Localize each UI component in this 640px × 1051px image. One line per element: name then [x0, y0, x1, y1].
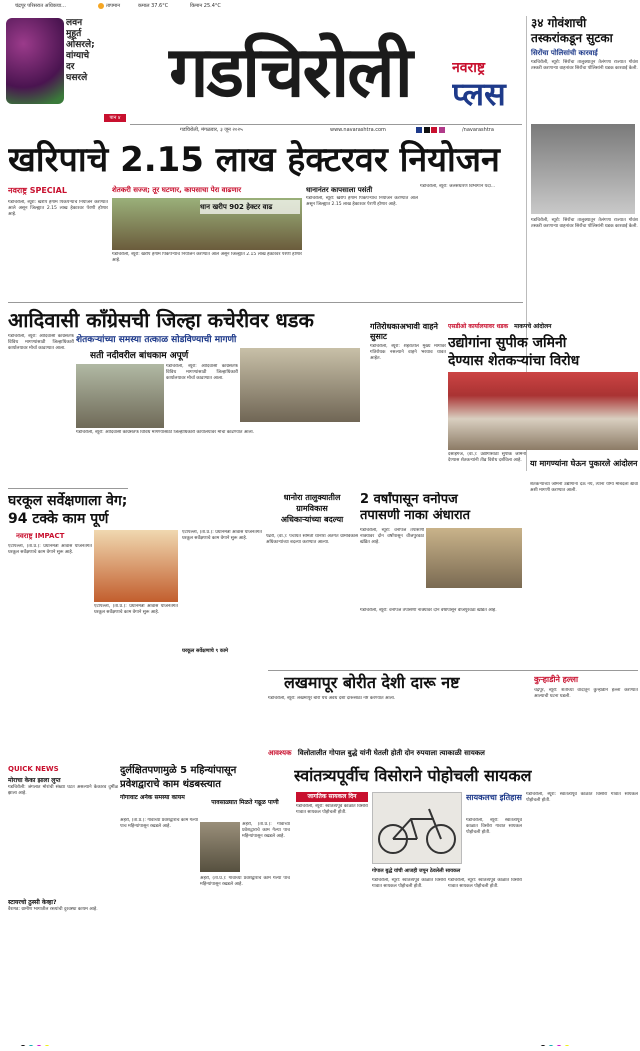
pravesh-headline-1: दुर्लक्षितपणामुळे 5 महिन्यांपासून [120, 765, 237, 776]
promo-line: घसरले [66, 73, 88, 83]
social-icons[interactable] [416, 127, 456, 133]
aavashyak-strip [268, 746, 536, 760]
vanopaj-photo [426, 528, 522, 588]
gauvansh-photo [531, 124, 635, 214]
promo-photo [6, 18, 64, 104]
aavashyak-text: विलोतालीत गोपाल बुद्धे यांनी घेतली होती दोन रुपयाला त्याकाळी सायकल [297, 749, 485, 757]
kudali-title: कुऱ्हाडीने हल्ला [534, 675, 579, 684]
dhanora-title-3: अधिकाऱ्यांच्या बदल्या [280, 515, 344, 524]
instagram-icon[interactable] [439, 127, 445, 133]
handle: /navarashtra [462, 127, 494, 133]
divider [268, 670, 638, 671]
gauvansh-subhead: सिरोंचा पोलिसांची कारवाई [531, 49, 598, 57]
gharkul-col-2: एटापल्ली, (ता.प्र.): प्रधानमंत्री आवास योजनेंतर्गत घरकूल सर्वेक्षणाचे काम वेगाने सुरू आहे. [94, 604, 178, 615]
dhanora-title-2: ग्रामविकास [296, 504, 328, 513]
bicycle-icon [373, 793, 461, 863]
vanopaj-col-2: गडचिरोली, ब्यूरो: वनोपज तपासणी नाक्यावर दोन वर्षांपासून वीजपुरवठा खंडित आहे. [360, 608, 497, 613]
lead-col-1: गडचिरोली, ब्यूरो: खरीप हंगाम पिकपेऱ्याचे नियोजन करण्यात आले असून जिल्ह्यात 2.15 लाख हेक्टरवर पेरणी होणार आहे. [8, 200, 108, 217]
daru-headline: लखमापूर बोरीत देशी दारू नष्ट [284, 673, 460, 692]
pravesh-col-1: अहेरी, (ता.प्र.): गावाच्या प्रवेशद्वाराचे काम गेल्या पाच महिन्यांपासून रखडले आहे. [120, 818, 198, 829]
sun-icon [98, 3, 104, 9]
pravesh-col-3: अहेरी, (ता.प्र.): गावाच्या प्रवेशद्वाराचे काम गेल्या पाच महिन्यांपासून रखडले आहे. [200, 876, 290, 887]
impact-badge: नवराष्ट्र IMPACT [16, 532, 65, 540]
promo-page: पान ४ [104, 114, 126, 122]
cycle-kicker: जागतिक सायकल दिन [296, 792, 368, 802]
cycle-caption: गोपाल बुद्धे यांची आजही जपून ठेवलेली सायकल [372, 868, 461, 874]
divider [8, 302, 523, 303]
special-label: नवराष्ट्र SPECIAL [8, 186, 67, 195]
congress-photo [76, 364, 164, 428]
cycle-photo [372, 792, 462, 864]
sdo-kicker-left: एसडीओ कार्यालयावर धडक [448, 323, 509, 330]
vanopaj-headline-1: 2 वर्षांपासून वनोपज [360, 492, 458, 507]
aavashyak-kicker: आवश्यक [268, 749, 292, 757]
promo-line: ओसरले; [66, 40, 95, 50]
gharkul-photo [94, 530, 178, 602]
temp-min: किमान 25.4°C [190, 3, 221, 9]
dhanora-body: पेंढरी, (वा.): पंचायत समिती धानोरा अंतर्गत ग्रामविकास अधिकाऱ्यांच्या बदल्या करण्यात आल्या. [266, 534, 358, 545]
divider [8, 488, 128, 489]
special-badge [8, 184, 100, 198]
weather-left: चंद्रपूर परिसरात अधिकचा... [15, 3, 66, 9]
lead-col-3: गडचिरोली, ब्यूरो: खरीप हंगाम पिकपेऱ्याचे नियोजन करण्यात आले असून जिल्ह्यात 2.15 लाख हेक्टरवर पेरणी होणार आहे. [306, 196, 418, 207]
temp-max: कमाल 37.6°C [138, 3, 169, 9]
congress-subhead: शेतकऱ्यांच्या समस्या तत्काळ सोडविण्याची मागणी [76, 335, 237, 345]
weather-strip [0, 0, 640, 12]
cycle-col-2: गडचिरोली, ब्यूरो: स्वातंत्र्यपूर्व काळात विसोरा गावात सायकल पोहोचली होती. [372, 878, 446, 889]
quicknews-item-2-title: स्टायरचो ठुस्सी केव्हा? [8, 899, 57, 906]
quicknews-item-2-body: वैरागड: ग्रामीण भागातील रस्त्यांची दुरवस्था कायम आहे. [8, 907, 98, 912]
gatirodhak-title: गतिरोधकाअभावी वाहने सुसाट [370, 322, 438, 341]
registration-marks [20, 1036, 100, 1046]
gharkul-headline-1: घरकूल सर्वेक्षणाला वेग; [8, 493, 128, 509]
gharkul-headline-2: 94 टक्के काम पूर्ण [8, 511, 109, 527]
weather-label: तापमान [106, 3, 121, 9]
gauvansh-intro: गडचिरोली, ब्यूरो: सिरोंचा तालुक्यातून तेलंगणा राज्यात गोवंश तस्करी करणाऱ्या वाहनांवर सिरोंचा पोलिसांनी धडक कारवाई केली. [531, 60, 638, 71]
promo-line: मुहूर्त [66, 29, 82, 39]
website-link[interactable]: www.navarashtra.com [330, 127, 386, 133]
lead-substrip [112, 184, 302, 196]
dateline: गडचिरोली, मंगळवार, ३ जून २०२५ [180, 127, 243, 133]
pravesh-side-title: गोगावाट अनेक समस्या कायम [120, 794, 185, 801]
sdo-kicker-right: माकपचे आंदोलन [514, 323, 552, 330]
lead-col-4: गडचिरोली, ब्यूरो: जलसंधारण विभागाने यंदा... [420, 184, 496, 189]
lead-side-title: धानानंतर कापसाला पसंती [306, 186, 373, 194]
cycle-box-body: गडचिरोली, ब्यूरो: स्वातंत्र्यपूर्व काळात विसोरा गावात सायकल पोहोचली होती. [466, 818, 522, 835]
brand-top: नवराष्ट्र [452, 60, 486, 76]
sdo-col-1: देसाईगंज, (वा.): उद्योगांसाठी सुपीक जमिनी देण्यास शेतकऱ्यांनी तीव्र विरोध दर्शविला आहे. [448, 452, 526, 463]
congress-photo-caption: सती नदीवरील बांधकाम अपूर्ण [90, 351, 189, 361]
pravesh-col-2: अहेरी, (ता.प्र.): गावाच्या प्रवेशद्वाराचे काम गेल्या पाच महिन्यांपासून रखडले आहे. [242, 822, 290, 839]
congress-col-3: गडचिरोली, ब्यूरो: आदिवासी काँग्रेसतर्फे विविध मागण्यांसाठी जिल्हाधिकारी कार्यालयावर मोर्चा काढण्यात आला. [76, 430, 255, 435]
vanopaj-col-1: गडचिरोली, ब्यूरो: वनोपज तपासणी नाक्यावर दोन वर्षांपासून वीजपुरवठा खंडित आहे. [360, 528, 424, 545]
lead-substrip-text: शेतकरी सज्ज; तूर घटणार, कापसाचा पेरा वाढणार [112, 186, 242, 194]
x-icon[interactable] [424, 127, 430, 133]
promo-line: लवन [66, 18, 83, 28]
quicknews-item-1-title: मोराचा केका झाला लुप्त [8, 777, 61, 784]
sdo-headline-1: उद्योगांना सुपीक जमिनी [448, 335, 567, 351]
corner-promo[interactable] [6, 18, 126, 126]
quicknews-label: QUICK NEWS [8, 765, 59, 773]
gharkul-caption: घरकूल सर्वेक्षणाचे ९ कामे [182, 648, 229, 654]
gauvansh-headline: ३४ गोवंशाची तस्करांकडून सुटका [531, 16, 613, 45]
dhanora-title [266, 492, 358, 532]
gharkul-col-1: एटापल्ली, (ता.प्र.): प्रधानमंत्री आवास योजनेंतर्गत घरकूल सर्वेक्षणाचे काम वेगाने सुरू आहे. [8, 544, 92, 555]
kudali-body: चंद्रपूर, ब्यूरो: शेतीच्या वादातून कुऱ्हाडीने हल्ला करण्यात आल्याची घटना घडली. [534, 688, 638, 699]
dateline-strip [130, 124, 522, 134]
quicknews-item-1-body: गडचिरोली: जंगलात मोरांची संख्या घटत असल्याने केकारव दुर्मीळ झाला आहे. [8, 785, 118, 796]
masthead-logo: गडचिरोली [169, 31, 411, 113]
cycle-col-4: गडचिरोली, ब्यूरो: स्वातंत्र्यपूर्व काळात विसोरा गावात सायकल पोहोचली होती. [526, 792, 638, 803]
gauvansh-body: गडचिरोली, ब्यूरो: सिरोंचा तालुक्यातून तेलंगणा राज्यात गोवंश तस्करी करणाऱ्या वाहनांवर सिरोंचा पोलिसांनी धडक कारवाई केली. [531, 218, 638, 229]
quicknews-box [8, 764, 118, 1026]
congress-col-1: गडचिरोली, ब्यूरो: आदिवासी काँग्रेसतर्फे विविध मागण्यांसाठी जिल्हाधिकारी कार्यालयावर मोर्चा काढण्यात आला. [8, 334, 74, 351]
gharkul-col-3: एटापल्ली, (ता.प्र.): प्रधानमंत्री आवास योजनेंतर्गत घरकूल सर्वेक्षणाचे काम वेगाने सुरू आहे. [182, 530, 262, 541]
sdo-kicker [448, 322, 638, 332]
lead-photo-caption: धान खरीप 902 हेक्टर वाढ [200, 200, 300, 214]
magnyanchi-title: या मागण्यांना घेऊन पुकारले आंदोलन [530, 459, 638, 468]
cycle-col-1: गडचिरोली, ब्यूरो: स्वातंत्र्यपूर्व काळात विसोरा गावात सायकल पोहोचली होती. [296, 804, 368, 815]
pravesh-rain-title: पावसाळ्यात मिळते गढूळ पाणी [211, 799, 279, 806]
sdo-headline-2: देण्यास शेतकऱ्यांचा विरोध [448, 353, 580, 369]
cycle-col-3: गडचिरोली, ब्यूरो: स्वातंत्र्यपूर्व काळात विसोरा गावात सायकल पोहोचली होती. [448, 878, 522, 889]
promo-line: वांग्याचे [66, 51, 90, 61]
promo-headline [66, 18, 126, 114]
vanopaj-headline-2: तपासणी नाका अंधारात [360, 508, 471, 523]
pravesh-photo [200, 822, 240, 872]
sdo-photo [448, 372, 638, 450]
congress-headline: आदिवासी कॉंग्रेसची जिल्हा कचेरीवर धडक [8, 308, 314, 332]
gatirodhak-body: गडचिरोली, ब्यूरो: शहरातील मुख्य मार्गावर गतिरोधक नसल्याने वाहने भरधाव धावत आहेत. [370, 344, 446, 361]
magnyanchi-body: शेतकऱ्यांच्या जमिनी उद्योगांना देऊ नये, त्यांना योग्य मोबदला द्यावा अशी मागणी करण्यात आली. [530, 482, 638, 493]
brand-bottom: प्लस [452, 75, 506, 113]
promo-line: दर [66, 62, 75, 72]
cycle-box-title: सायकलचा इतिहास [466, 793, 522, 802]
registration-marks [540, 1036, 620, 1046]
congress-photo-2 [240, 348, 360, 422]
dhanora-title-1: धानोरा तालुक्यातील [283, 493, 341, 502]
cycle-headline: स्वांतत्र्यपूर्वीच विसोराने पोहोचली सायकल [294, 766, 532, 785]
facebook-icon[interactable] [416, 127, 422, 133]
lead-headline: खरिपाचे 2.15 लाख हेक्टरवर नियोजन [8, 140, 500, 180]
daru-body: गडचिरोली, ब्यूरो: लखमापूर बोरी येथे अवैध देशी दारूसाठा नष्ट करण्यात आला. [268, 696, 396, 701]
congress-col-2: गडचिरोली, ब्यूरो: आदिवासी काँग्रेसतर्फे विविध मागण्यांसाठी जिल्हाधिकारी कार्यालयावर मोर्चा काढण्यात आला. [166, 364, 238, 381]
pravesh-headline-2: प्रवेशद्वाराचे काम थंडबस्त्यात [120, 779, 221, 790]
lead-col-2: गडचिरोली, ब्यूरो: खरीप हंगाम पिकपेऱ्याचे नियोजन करण्यात आले असून जिल्ह्यात 2.15 लाख हेक्टरवर पेरणी होणार आहे. [112, 252, 302, 263]
youtube-icon[interactable] [431, 127, 437, 133]
